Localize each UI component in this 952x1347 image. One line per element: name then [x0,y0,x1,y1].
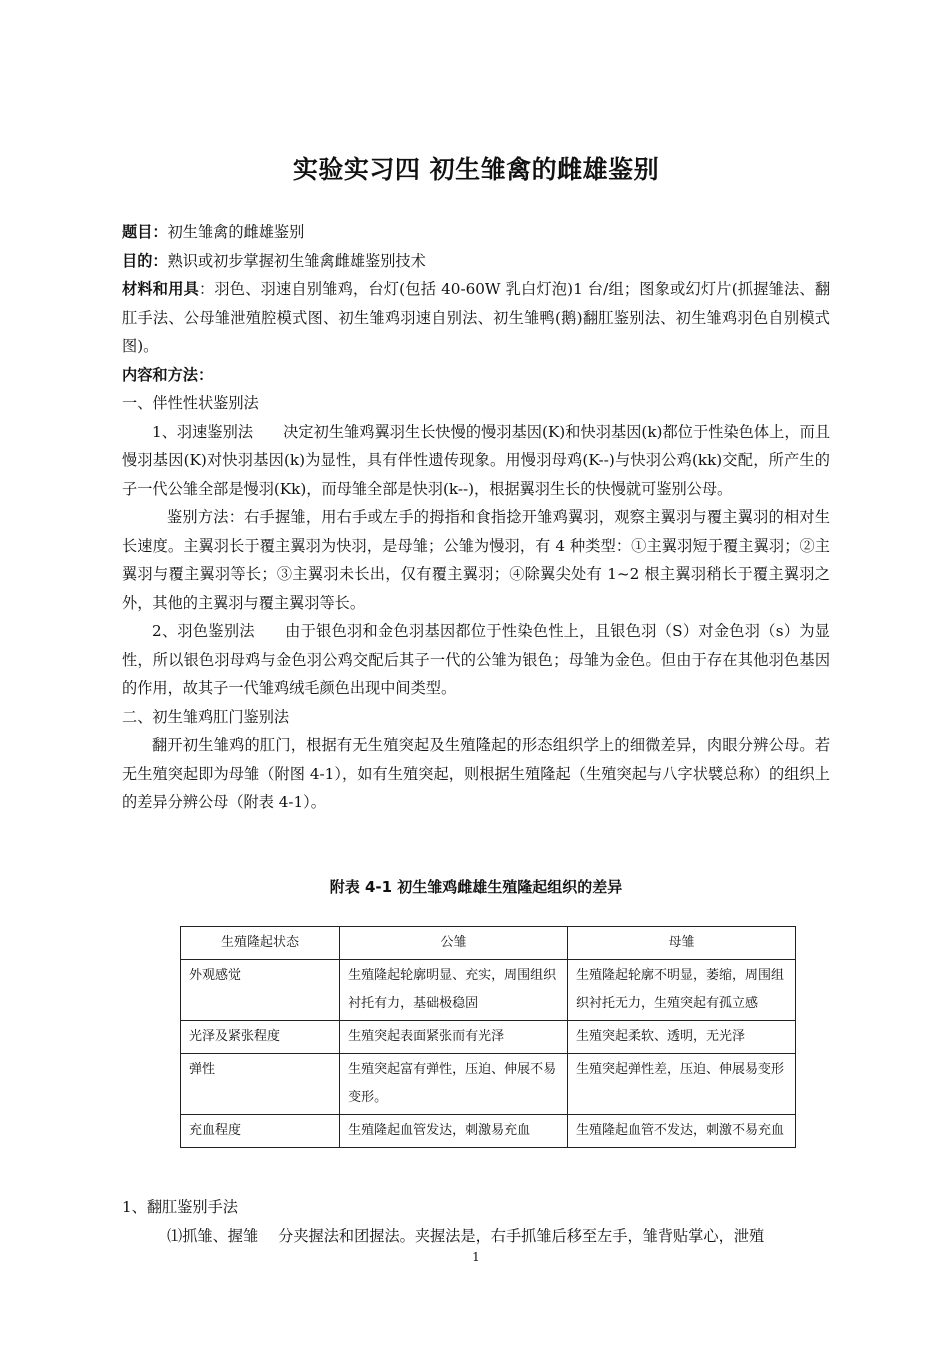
table-header-cell: 母雏 [568,927,796,960]
table-row [181,1021,796,1054]
purpose-line [122,247,830,276]
table-cell: 生殖突起富有弹性，压迫、伸展不易变形。 [340,1054,568,1115]
table-cell: 弹性 [181,1054,340,1115]
handling-title: ⑴抓雏、握雏 [167,1226,259,1245]
feather-color-title: 2、羽色鉴别法 [152,622,255,640]
handling-paragraph [122,1222,830,1251]
table-cell: 生殖隆起轮廓不明显，萎缩，周围组织衬托无力，生殖突起有孤立感 [568,960,796,1021]
feather-color-paragraph [122,617,830,703]
table-cell: 光泽及紧张程度 [181,1021,340,1054]
document-title: 实验实习四 初生雏禽的雌雄鉴别 [292,155,660,184]
table-cell: 生殖隆起血管不发达，刺激不易充血 [568,1115,796,1148]
table-caption: 附表 4-1 初生雏鸡雌雄生殖隆起组织的差异 [329,878,623,896]
table-cell: 生殖突起弹性差，压迫、伸展易变形 [568,1054,796,1115]
materials-text: ：羽色、羽速自别雏鸡，台灯(包括 40-60W 乳白灯泡)1 台/组；图象或幻灯片(抓握雏法、翻肛手法、公母雏泄殖腔模式图、初生雏鸡羽速自别法、初生雏鸭(鹅)翻肛鉴别法、初生雏鸡羽色自别模式图)。 [122,280,831,355]
continued-text [122,1193,830,1250]
comparison-table [180,926,796,1148]
table-row [181,1115,796,1148]
feather-speed-paragraph [122,418,830,504]
table-cell: 外观感觉 [181,960,340,1021]
handling-text: 分夹握法和团握法。夹握法是，右手抓雏后移至左手，雏背贴掌心，泄殖 [278,1226,765,1245]
feather-color-text: 由于银色羽和金色羽基因都位于性染色性上，且银色羽（S）对金色羽（s）为显性，所以银色羽母鸡与金色羽公鸡交配后其子一代的公雏为银色；母雏为金色。但由于存在其他羽色基因的作用，故其子一代雏鸡绒毛颜色出现中间类型。 [122,622,830,697]
materials-paragraph [122,275,830,361]
purpose-text: 熟识或初步掌握初生雏禽雌雄鉴别技术 [167,251,426,270]
materials-label: 材料和用具 [122,280,199,298]
method-paragraph: 鉴别方法：右手握雏，用右手或左手的拇指和食指捻开雏鸡翼羽，观察主翼羽与覆主翼羽的相对生长速度。主翼羽长于覆主翼羽为快羽，是母雏；公雏为慢羽，有 4 种类型：①主翼羽短于覆主翼羽；②主翼羽与覆主翼羽等长；③主翼羽未长出，仅有覆主翼羽；④除翼尖处有 1~2 根主翼羽稍长于覆主翼羽之外，其他的主翼羽与覆主翼羽等长。 [122,508,830,612]
feather-speed-text: 决定初生雏鸡翼羽生长快慢的慢羽基因(K)和快羽基因(k)都位于性染色体上，而且慢羽基因(K)对快羽基因(k)为显性，具有伴性遗传现象。用慢羽母鸡(K--)与快羽公鸡(kk)交配，所产生的子一代公雏全部是慢羽(Kk)，而母雏全部是快羽(k--)，根据翼羽生长的快慢就可鉴别公母。 [122,422,831,498]
table-row [181,1054,796,1115]
table-cell: 生殖隆起血管发达，刺激易充血 [340,1115,568,1148]
table-header-cell: 生殖隆起状态 [181,927,340,960]
body-text [122,218,830,817]
section1-heading: 一、伴性性状鉴别法 [122,394,259,412]
table-cell: 生殖突起柔软、透明，无光泽 [568,1021,796,1054]
table-header-row [181,927,796,960]
page-number: 1 [472,1250,480,1264]
table-header-cell: 公雏 [340,927,568,960]
topic-label: 题目： [122,223,168,241]
section2-heading: 二、初生雏鸡肛门鉴别法 [122,707,290,726]
table-cell: 生殖突起表面紧张而有光泽 [340,1021,568,1054]
table-row [181,960,796,1021]
table-cell: 充血程度 [181,1115,340,1148]
vent-sexing-paragraph: 翻开初生雏鸡的肛门，根据有无生殖突起及生殖隆起的形态组织学上的细微差异，肉眼分辨公母。若无生殖突起即为母雏（附图 4-1），如有生殖突起，则根据生殖隆起（生殖突起与八字状襞总称）的组织上的差异分辨公母（附表 4-1）。 [122,736,830,811]
purpose-label: 目的： [122,251,168,270]
feather-speed-title: 1、羽速鉴别法 [152,422,254,441]
section3-heading: 1、翻肛鉴别手法 [122,1198,238,1216]
table-cell: 生殖隆起轮廓明显、充实，周围组织衬托有力，基础极稳固 [340,960,568,1021]
topic-text: 初生雏禽的雌雄鉴别 [167,223,305,241]
content-heading: 内容和方法： [122,365,214,384]
topic-line [122,218,830,247]
